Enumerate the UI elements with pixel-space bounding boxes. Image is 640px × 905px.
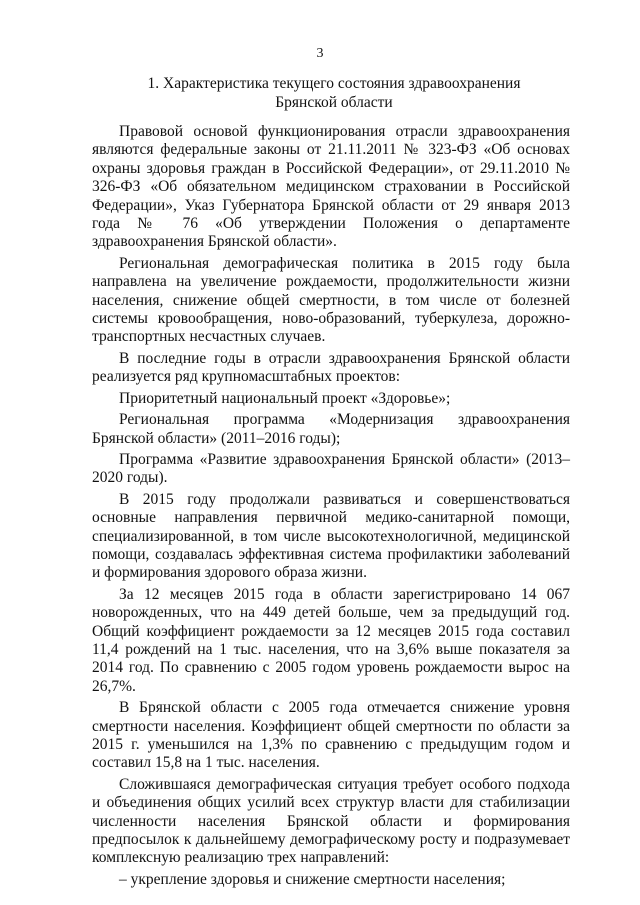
- paragraph-legal-basis: Правовой основой функционирования отрасли здравоохранения являются федеральные законы от 21.11.2011 № 323-ФЗ «Об основах охраны здоровья граждан в Российской Федерации», от 29.11.2010 № 326-ФЗ «Об обязательном медицинском страховании в Российской Федерации», Указ Губернатора Брянской области от 29 января 2013 года № 76 «Об утверждении Положения о департаменте здравоохранения Брянской области».: [92, 123, 570, 251]
- paragraph-project-national: Приоритетный национальный проект «Здоровье»;: [119, 389, 451, 407]
- paragraph-mortality: В Брянской области с 2005 года отмечается снижение уровня смертности населения. Коэффициент общей смертности по области за 2015 г. уменьшился на 1,3% по сравнению с предыдущим годом и составил 15,8 на 1 тыс. населения.: [92, 699, 570, 772]
- paragraph-demographic-situation: Сложившаяся демографическая ситуация требует особого подхода и объединения общих усилий всех структур власти для стабилизации численности населения Брянской области и формирования предпосылок к дальнейшему демографическому росту и подразумевает комплексную реализацию трех направлений:: [92, 775, 570, 867]
- paragraph-project-modernization: Региональная программа «Модернизация здравоохранения Брянской области» (2011–2016 годы);: [92, 411, 570, 447]
- paragraph-projects-intro: В последние годы в отрасли здравоохранения Брянской области реализуется ряд крупномасштабных проектов:: [92, 349, 570, 386]
- document-body: [92, 123, 570, 892]
- paragraph-birth-rate: За 12 месяцев 2015 года в области зарегистрировано 14 067 новорожденных, что на 449 детей больше, чем за предыдущий год. Общий коэффициент рождаемости за 12 месяцев 2015 года составил 11,4 рождений на 1 тыс. населения, что на 3,6% выше показателя за 2014 год. По сравнению с 2005 годом уровень рождаемости вырос на 26,7%.: [92, 585, 570, 695]
- section-heading-line-1: 1. Характеристика текущего состояния здравоохранения: [147, 75, 521, 92]
- section-heading-line-2: Брянской области: [275, 94, 393, 111]
- paragraph-healthcare-development: В 2015 году продолжали развиваться и совершенствоваться основные направления первичной медико-санитарной помощи, специализированной, в том числе высокотехнологичной, медицинской помощи, создавалась эффективная система профилактики заболеваний и формирования здорового образа жизни.: [92, 490, 570, 582]
- section-heading: [100, 74, 568, 112]
- paragraph-project-development: Программа «Развитие здравоохранения Брянской области» (2013–2020 годы).: [92, 450, 570, 487]
- page-number: 3: [316, 46, 324, 61]
- paragraph-direction-health: – укрепление здоровья и снижение смертности населения;: [119, 870, 506, 888]
- paragraph-demographic-policy: Региональная демографическая политика в 2015 году была направлена на увеличение рождаемости, продолжительности жизни населения, снижение общей смертности, в том числе от болезней системы кровообращения, ново-образований, туберкулеза, дорожно-транспортных несчастных случаев.: [92, 254, 570, 346]
